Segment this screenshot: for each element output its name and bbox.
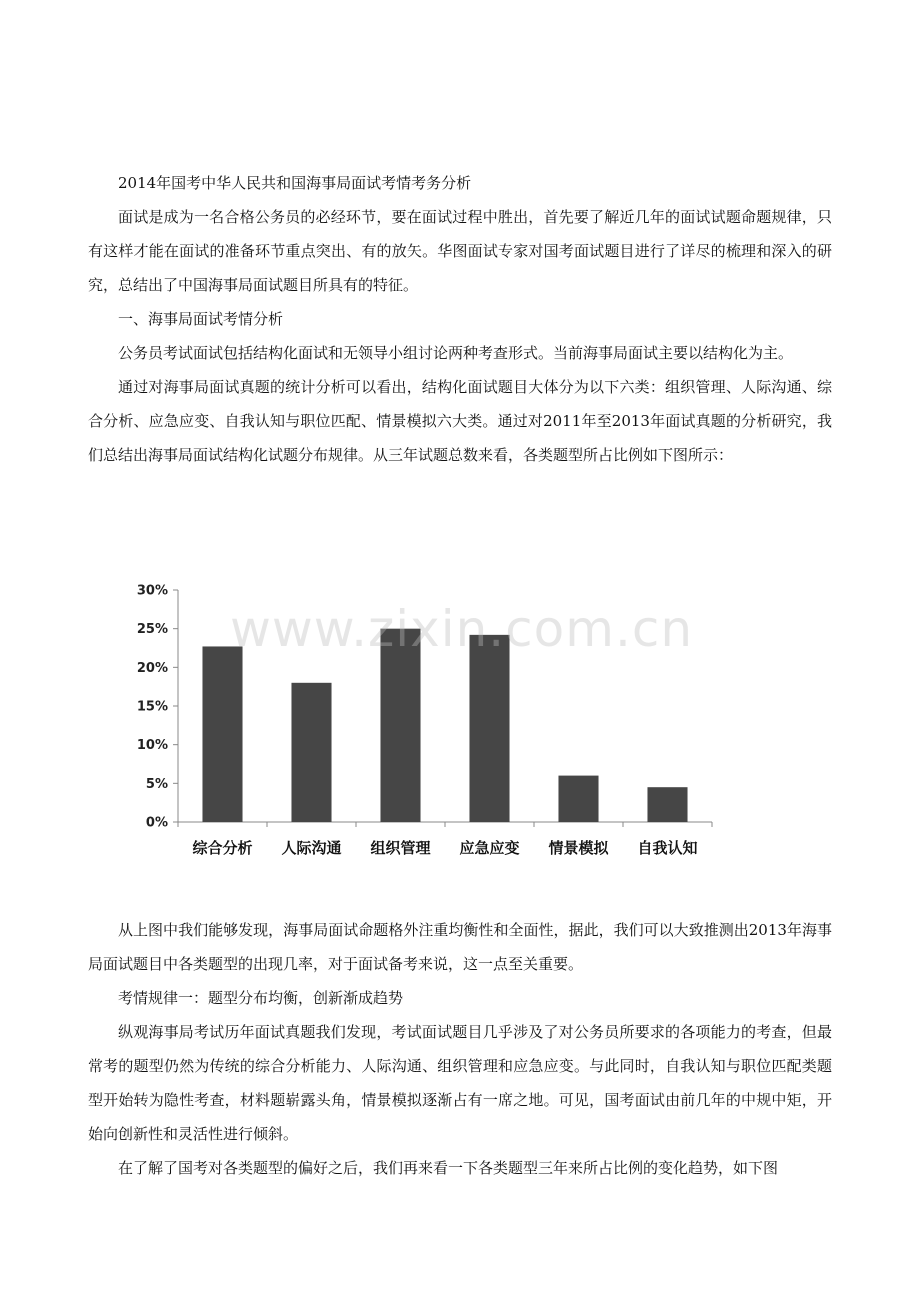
paragraph: 在了解了国考对各类题型的偏好之后，我们再来看一下各类题型三年来所占比例的变化趋势，如下图: [118, 1159, 779, 1177]
y-tick-label: 5%: [145, 776, 168, 792]
section-heading: 考情规律一：题型分布均衡，创新渐成趋势: [118, 989, 404, 1007]
bar-5: [558, 776, 598, 822]
bar-chart-svg: [112, 570, 732, 870]
x-category-label: 情景模拟: [548, 839, 609, 857]
y-tick-label: 10%: [136, 738, 168, 754]
y-tick-label: 20%: [136, 660, 168, 676]
paragraph: 从上图中我们能够发现，海事局面试命题格外注重均衡性和全面性，据此，我们可以大致推测出2013年海事局面试题目中各类题型的出现几率，对于面试备考来说，这一点至关重要。: [88, 921, 832, 973]
bar-chart: [112, 570, 732, 870]
text-section-bottom: [88, 913, 832, 1185]
y-tick-label: 15%: [136, 699, 168, 715]
watermark: www.zixin.com.cn: [230, 600, 694, 658]
bar-1: [202, 646, 242, 822]
y-tick-label: 30%: [136, 583, 168, 599]
bar-2: [291, 683, 331, 822]
y-tick-label: 25%: [136, 622, 168, 638]
y-tick-label: 0%: [145, 815, 168, 831]
paragraph: 面试是成为一名合格公务员的必经环节，要在面试过程中胜出，首先要了解近几年的面试试题命题规律，只有这样才能在面试的准备环节重点突出、有的放矢。华图面试专家对国考面试题目进行了详尽的梳理和深入的研究，总结出了中国海事局面试题目所具有的特征。: [88, 208, 832, 294]
document-title: 2014年国考中华人民共和国海事局面试考情考务分析: [118, 174, 472, 192]
paragraph: 通过对海事局面试真题的统计分析可以看出，结构化面试题目大体分为以下六类：组织管理、人际沟通、综合分析、应急应变、自我认知与职位匹配、情景模拟六大类。通过对2011年至2013年面试真题的分析研究，我们总结出海事局面试结构化试题分布规律。从三年试题总数来看，各类题型所占比例如下图所示：: [88, 378, 832, 464]
section-heading: 一、海事局面试考情分析: [118, 310, 284, 328]
paragraph: 纵观海事局考试历年面试真题我们发现，考试面试题目几乎涉及了对公务员所要求的各项能力的考查，但最常考的题型仍然为传统的综合分析能力、人际沟通、组织管理和应急应变。与此同时，自我认知与职位匹配类题型开始转为隐性考查，材料题崭露头角，情景模拟逐渐占有一席之地。可见，国考面试由前几年的中规中矩，开始向创新性和灵活性进行倾斜。: [88, 1023, 832, 1143]
x-category-label: 组织管理: [370, 839, 431, 857]
x-category-label: 人际沟通: [281, 839, 342, 857]
bar-3: [380, 629, 420, 822]
bar-4: [469, 635, 509, 822]
text-section-top: [88, 166, 832, 472]
x-category-label: 应急应变: [459, 839, 520, 857]
x-category-label: 综合分析: [192, 839, 253, 857]
bar-6: [647, 787, 687, 822]
paragraph: 公务员考试面试包括结构化面试和无领导小组讨论两种考查形式。当前海事局面试主要以结构化为主。: [118, 344, 794, 362]
x-category-label: 自我认知: [637, 839, 698, 857]
